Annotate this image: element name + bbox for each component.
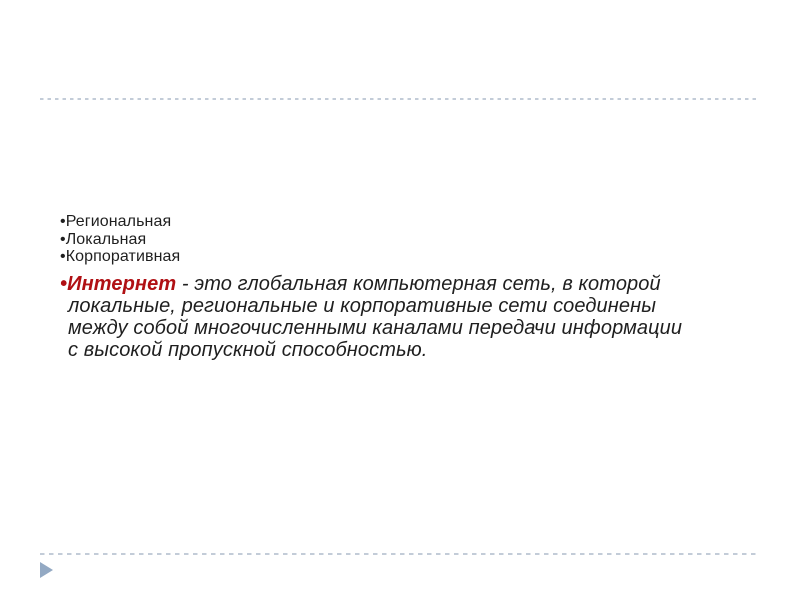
list-item-label: Корпоративная — [65, 248, 181, 265]
slide-body — [60, 213, 770, 361]
bullet-list — [60, 213, 770, 266]
paragraph-line: локальные, региональные и корпоративные сети соединены — [68, 294, 657, 317]
bullet-marker: • — [60, 230, 66, 248]
paragraph-line — [60, 273, 770, 295]
paragraph-line: с высокой пропускной способностью. — [68, 338, 428, 361]
bullet-marker: • — [60, 272, 68, 295]
list-item — [60, 213, 770, 231]
list-item — [60, 248, 770, 266]
paragraph-text: - это глобальная компьютерная сеть, в которой — [176, 272, 661, 295]
bullet-marker: • — [60, 213, 66, 230]
definition-paragraph — [60, 273, 770, 361]
top-divider — [40, 98, 760, 100]
paragraph-line: между собой многочисленными каналами передачи информации — [68, 316, 683, 339]
list-item — [60, 231, 770, 249]
next-slide-arrow-icon[interactable] — [40, 562, 53, 578]
list-item-label: Региональная — [65, 213, 172, 230]
term-internet: Интернет — [67, 272, 177, 295]
list-item-label: Локальная — [65, 230, 147, 248]
bottom-divider — [40, 553, 760, 555]
bullet-marker: • — [60, 248, 66, 265]
